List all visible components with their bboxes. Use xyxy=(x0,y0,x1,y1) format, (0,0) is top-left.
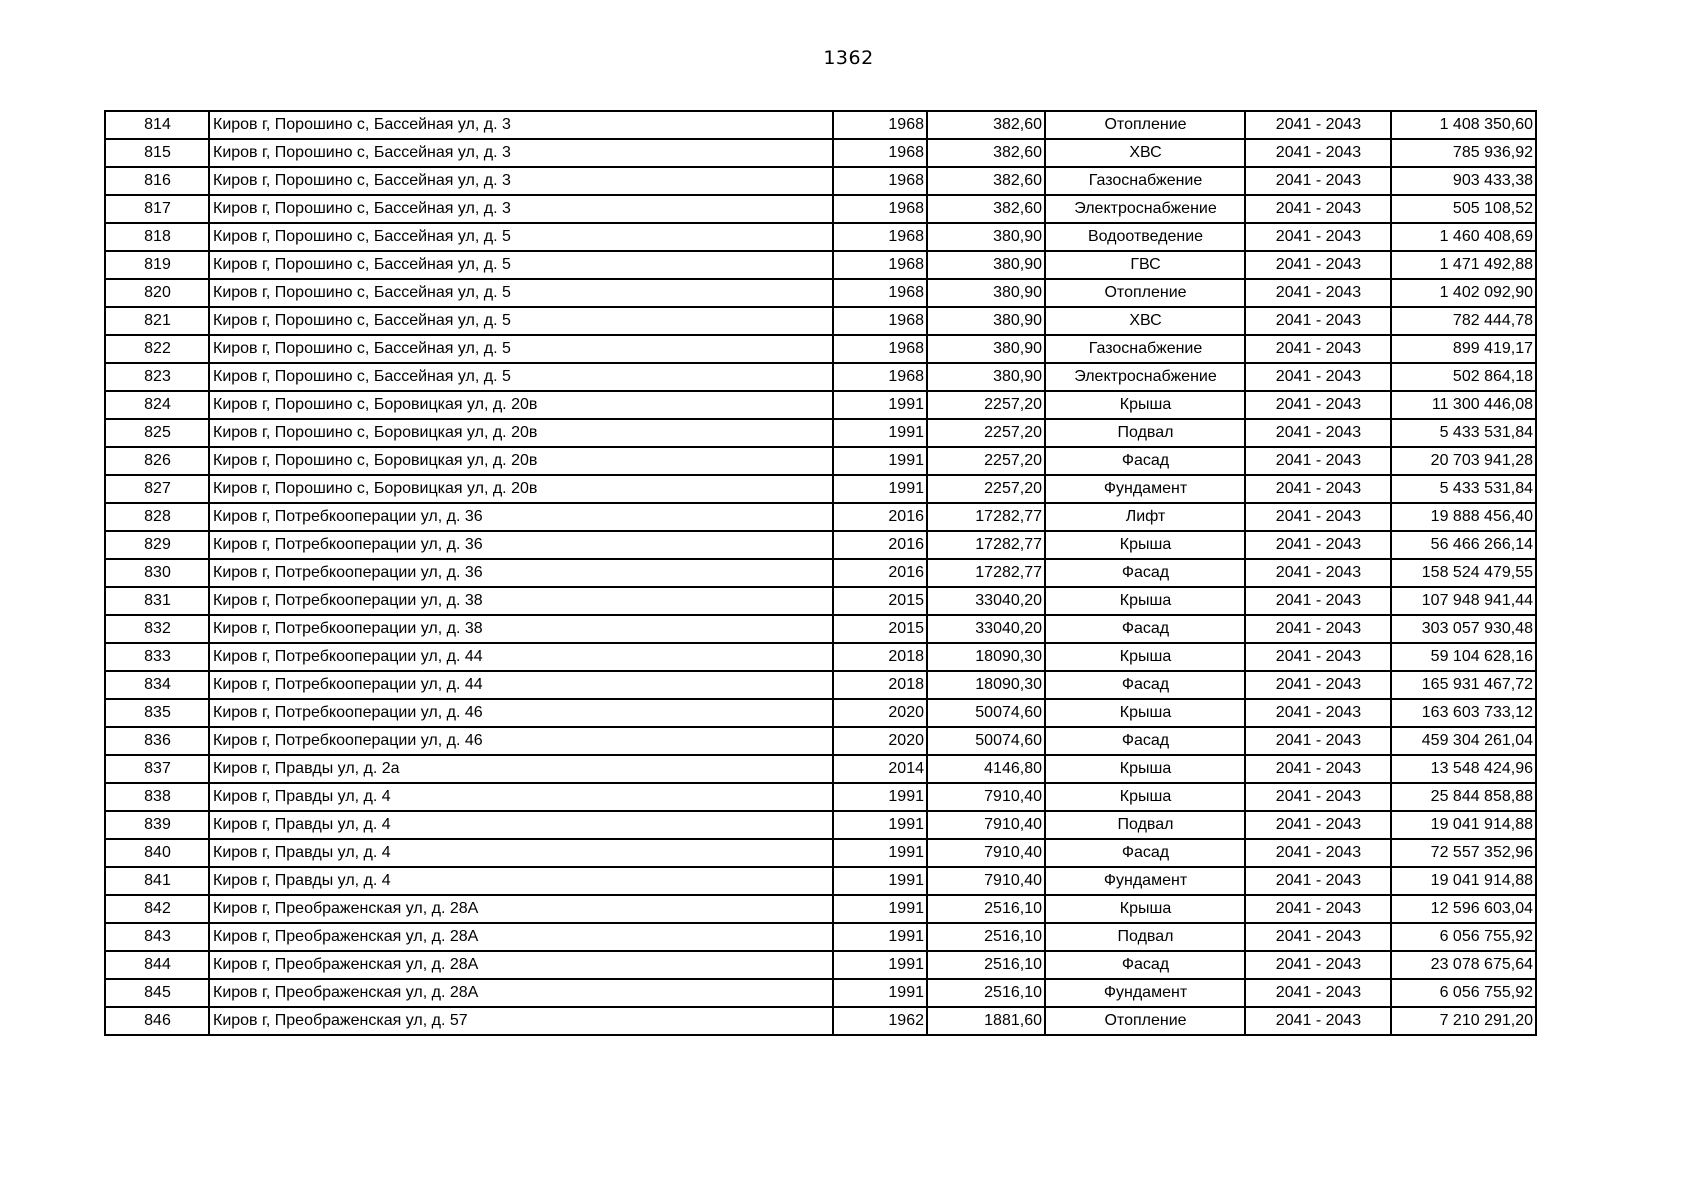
address-cell: Киров г, Порошино с, Бассейная ул, д. 3 xyxy=(209,195,833,223)
period-cell: 2041 - 2043 xyxy=(1245,559,1391,587)
period-cell: 2041 - 2043 xyxy=(1245,195,1391,223)
area-cell: 1881,60 xyxy=(927,1007,1045,1035)
area-cell: 2257,20 xyxy=(927,447,1045,475)
address-cell: Киров г, Преображенская ул, д. 28А xyxy=(209,923,833,951)
work-type-cell: Крыша xyxy=(1045,391,1245,419)
address-cell: Киров г, Порошино с, Боровицкая ул, д. 20в xyxy=(209,419,833,447)
area-cell: 2516,10 xyxy=(927,923,1045,951)
work-type-cell: Фундамент xyxy=(1045,979,1245,1007)
table-row xyxy=(105,811,1536,839)
period-cell: 2041 - 2043 xyxy=(1245,279,1391,307)
period-cell: 2041 - 2043 xyxy=(1245,811,1391,839)
period-cell: 2041 - 2043 xyxy=(1245,111,1391,139)
area-cell: 4146,80 xyxy=(927,755,1045,783)
build-year-cell: 1991 xyxy=(833,951,927,979)
cost-cell: 502 864,18 xyxy=(1391,363,1536,391)
work-type-cell: Фундамент xyxy=(1045,867,1245,895)
area-cell: 7910,40 xyxy=(927,811,1045,839)
cost-cell: 903 433,38 xyxy=(1391,167,1536,195)
period-cell: 2041 - 2043 xyxy=(1245,531,1391,559)
build-year-cell: 1991 xyxy=(833,391,927,419)
address-cell: Киров г, Порошино с, Бассейная ул, д. 5 xyxy=(209,307,833,335)
cost-cell: 1 408 350,60 xyxy=(1391,111,1536,139)
cost-cell: 459 304 261,04 xyxy=(1391,727,1536,755)
address-cell: Киров г, Правды ул, д. 4 xyxy=(209,811,833,839)
cost-cell: 6 056 755,92 xyxy=(1391,979,1536,1007)
table-row xyxy=(105,363,1536,391)
build-year-cell: 2016 xyxy=(833,559,927,587)
cost-cell: 163 603 733,12 xyxy=(1391,699,1536,727)
area-cell: 382,60 xyxy=(927,195,1045,223)
row-number-cell: 844 xyxy=(105,951,209,979)
area-cell: 33040,20 xyxy=(927,587,1045,615)
build-year-cell: 2014 xyxy=(833,755,927,783)
repair-schedule-table xyxy=(104,110,1537,1036)
period-cell: 2041 - 2043 xyxy=(1245,699,1391,727)
area-cell: 7910,40 xyxy=(927,783,1045,811)
cost-cell: 56 466 266,14 xyxy=(1391,531,1536,559)
period-cell: 2041 - 2043 xyxy=(1245,419,1391,447)
build-year-cell: 1991 xyxy=(833,839,927,867)
table-row xyxy=(105,251,1536,279)
cost-cell: 20 703 941,28 xyxy=(1391,447,1536,475)
row-number-cell: 832 xyxy=(105,615,209,643)
cost-cell: 165 931 467,72 xyxy=(1391,671,1536,699)
work-type-cell: Крыша xyxy=(1045,699,1245,727)
table-row xyxy=(105,139,1536,167)
table-row xyxy=(105,195,1536,223)
period-cell: 2041 - 2043 xyxy=(1245,307,1391,335)
table-row xyxy=(105,839,1536,867)
address-cell: Киров г, Порошино с, Бассейная ул, д. 3 xyxy=(209,167,833,195)
address-cell: Киров г, Порошино с, Бассейная ул, д. 5 xyxy=(209,251,833,279)
work-type-cell: Газоснабжение xyxy=(1045,335,1245,363)
table-row xyxy=(105,1007,1536,1035)
table-row xyxy=(105,335,1536,363)
period-cell: 2041 - 2043 xyxy=(1245,391,1391,419)
period-cell: 2041 - 2043 xyxy=(1245,335,1391,363)
cost-cell: 19 041 914,88 xyxy=(1391,811,1536,839)
address-cell: Киров г, Порошино с, Бассейная ул, д. 3 xyxy=(209,111,833,139)
build-year-cell: 1968 xyxy=(833,363,927,391)
address-cell: Киров г, Потребкооперации ул, д. 36 xyxy=(209,503,833,531)
row-number-cell: 835 xyxy=(105,699,209,727)
address-cell: Киров г, Порошино с, Боровицкая ул, д. 20в xyxy=(209,447,833,475)
row-number-cell: 827 xyxy=(105,475,209,503)
work-type-cell: ХВС xyxy=(1045,307,1245,335)
area-cell: 380,90 xyxy=(927,251,1045,279)
cost-cell: 1 471 492,88 xyxy=(1391,251,1536,279)
row-number-cell: 815 xyxy=(105,139,209,167)
row-number-cell: 826 xyxy=(105,447,209,475)
work-type-cell: Фасад xyxy=(1045,951,1245,979)
row-number-cell: 823 xyxy=(105,363,209,391)
build-year-cell: 1991 xyxy=(833,923,927,951)
address-cell: Киров г, Потребкооперации ул, д. 38 xyxy=(209,587,833,615)
cost-cell: 505 108,52 xyxy=(1391,195,1536,223)
row-number-cell: 818 xyxy=(105,223,209,251)
table-row xyxy=(105,307,1536,335)
period-cell: 2041 - 2043 xyxy=(1245,783,1391,811)
area-cell: 17282,77 xyxy=(927,503,1045,531)
build-year-cell: 1991 xyxy=(833,475,927,503)
work-type-cell: Фасад xyxy=(1045,839,1245,867)
build-year-cell: 1968 xyxy=(833,307,927,335)
build-year-cell: 2015 xyxy=(833,587,927,615)
work-type-cell: Электроснабжение xyxy=(1045,363,1245,391)
table-row xyxy=(105,727,1536,755)
build-year-cell: 1991 xyxy=(833,783,927,811)
row-number-cell: 822 xyxy=(105,335,209,363)
address-cell: Киров г, Потребкооперации ул, д. 44 xyxy=(209,643,833,671)
table-row xyxy=(105,867,1536,895)
table-row xyxy=(105,531,1536,559)
area-cell: 2257,20 xyxy=(927,391,1045,419)
build-year-cell: 1962 xyxy=(833,1007,927,1035)
build-year-cell: 2016 xyxy=(833,503,927,531)
work-type-cell: Крыша xyxy=(1045,895,1245,923)
cost-cell: 7 210 291,20 xyxy=(1391,1007,1536,1035)
work-type-cell: Отопление xyxy=(1045,1007,1245,1035)
period-cell: 2041 - 2043 xyxy=(1245,671,1391,699)
area-cell: 2516,10 xyxy=(927,951,1045,979)
cost-cell: 59 104 628,16 xyxy=(1391,643,1536,671)
build-year-cell: 1991 xyxy=(833,895,927,923)
address-cell: Киров г, Правды ул, д. 4 xyxy=(209,783,833,811)
period-cell: 2041 - 2043 xyxy=(1245,951,1391,979)
build-year-cell: 1991 xyxy=(833,419,927,447)
work-type-cell: ХВС xyxy=(1045,139,1245,167)
area-cell: 18090,30 xyxy=(927,643,1045,671)
area-cell: 2516,10 xyxy=(927,895,1045,923)
work-type-cell: Лифт xyxy=(1045,503,1245,531)
table-row xyxy=(105,475,1536,503)
table-row xyxy=(105,419,1536,447)
cost-cell: 899 419,17 xyxy=(1391,335,1536,363)
area-cell: 17282,77 xyxy=(927,559,1045,587)
cost-cell: 1 402 092,90 xyxy=(1391,279,1536,307)
table-body xyxy=(105,111,1536,1035)
cost-cell: 785 936,92 xyxy=(1391,139,1536,167)
row-number-cell: 834 xyxy=(105,671,209,699)
row-number-cell: 817 xyxy=(105,195,209,223)
table-row xyxy=(105,615,1536,643)
table-row xyxy=(105,503,1536,531)
period-cell: 2041 - 2043 xyxy=(1245,755,1391,783)
cost-cell: 25 844 858,88 xyxy=(1391,783,1536,811)
period-cell: 2041 - 2043 xyxy=(1245,1007,1391,1035)
period-cell: 2041 - 2043 xyxy=(1245,167,1391,195)
work-type-cell: Фасад xyxy=(1045,727,1245,755)
build-year-cell: 2020 xyxy=(833,727,927,755)
cost-cell: 19 888 456,40 xyxy=(1391,503,1536,531)
area-cell: 7910,40 xyxy=(927,867,1045,895)
work-type-cell: Фасад xyxy=(1045,615,1245,643)
row-number-cell: 828 xyxy=(105,503,209,531)
address-cell: Киров г, Преображенская ул, д. 28А xyxy=(209,951,833,979)
work-type-cell: Крыша xyxy=(1045,783,1245,811)
cost-cell: 303 057 930,48 xyxy=(1391,615,1536,643)
build-year-cell: 1968 xyxy=(833,223,927,251)
cost-cell: 23 078 675,64 xyxy=(1391,951,1536,979)
address-cell: Киров г, Преображенская ул, д. 28А xyxy=(209,895,833,923)
table-row xyxy=(105,671,1536,699)
area-cell: 33040,20 xyxy=(927,615,1045,643)
cost-cell: 11 300 446,08 xyxy=(1391,391,1536,419)
build-year-cell: 1968 xyxy=(833,139,927,167)
row-number-cell: 842 xyxy=(105,895,209,923)
row-number-cell: 824 xyxy=(105,391,209,419)
period-cell: 2041 - 2043 xyxy=(1245,979,1391,1007)
work-type-cell: Крыша xyxy=(1045,643,1245,671)
address-cell: Киров г, Потребкооперации ул, д. 44 xyxy=(209,671,833,699)
work-type-cell: Подвал xyxy=(1045,419,1245,447)
area-cell: 2257,20 xyxy=(927,419,1045,447)
row-number-cell: 820 xyxy=(105,279,209,307)
work-type-cell: Фасад xyxy=(1045,447,1245,475)
table-row xyxy=(105,447,1536,475)
build-year-cell: 1968 xyxy=(833,335,927,363)
area-cell: 380,90 xyxy=(927,223,1045,251)
row-number-cell: 838 xyxy=(105,783,209,811)
address-cell: Киров г, Правды ул, д. 4 xyxy=(209,867,833,895)
build-year-cell: 1968 xyxy=(833,167,927,195)
cost-cell: 158 524 479,55 xyxy=(1391,559,1536,587)
build-year-cell: 2015 xyxy=(833,615,927,643)
area-cell: 380,90 xyxy=(927,279,1045,307)
work-type-cell: ГВС xyxy=(1045,251,1245,279)
work-type-cell: Подвал xyxy=(1045,923,1245,951)
row-number-cell: 833 xyxy=(105,643,209,671)
table-row xyxy=(105,559,1536,587)
address-cell: Киров г, Преображенская ул, д. 28А xyxy=(209,979,833,1007)
period-cell: 2041 - 2043 xyxy=(1245,363,1391,391)
area-cell: 382,60 xyxy=(927,111,1045,139)
period-cell: 2041 - 2043 xyxy=(1245,251,1391,279)
row-number-cell: 829 xyxy=(105,531,209,559)
build-year-cell: 1968 xyxy=(833,251,927,279)
period-cell: 2041 - 2043 xyxy=(1245,503,1391,531)
period-cell: 2041 - 2043 xyxy=(1245,615,1391,643)
table-row xyxy=(105,951,1536,979)
address-cell: Киров г, Порошино с, Бассейная ул, д. 5 xyxy=(209,223,833,251)
area-cell: 382,60 xyxy=(927,167,1045,195)
table-row xyxy=(105,391,1536,419)
cost-cell: 1 460 408,69 xyxy=(1391,223,1536,251)
row-number-cell: 819 xyxy=(105,251,209,279)
table-row xyxy=(105,167,1536,195)
row-number-cell: 814 xyxy=(105,111,209,139)
row-number-cell: 816 xyxy=(105,167,209,195)
table-row xyxy=(105,111,1536,139)
work-type-cell: Подвал xyxy=(1045,811,1245,839)
work-type-cell: Фундамент xyxy=(1045,475,1245,503)
build-year-cell: 1968 xyxy=(833,279,927,307)
cost-cell: 72 557 352,96 xyxy=(1391,839,1536,867)
build-year-cell: 1991 xyxy=(833,811,927,839)
address-cell: Киров г, Порошино с, Бассейная ул, д. 5 xyxy=(209,363,833,391)
period-cell: 2041 - 2043 xyxy=(1245,923,1391,951)
address-cell: Киров г, Потребкооперации ул, д. 38 xyxy=(209,615,833,643)
table-row xyxy=(105,643,1536,671)
row-number-cell: 825 xyxy=(105,419,209,447)
build-year-cell: 1968 xyxy=(833,111,927,139)
table-row xyxy=(105,755,1536,783)
cost-cell: 19 041 914,88 xyxy=(1391,867,1536,895)
address-cell: Киров г, Преображенская ул, д. 57 xyxy=(209,1007,833,1035)
row-number-cell: 843 xyxy=(105,923,209,951)
address-cell: Киров г, Потребкооперации ул, д. 46 xyxy=(209,727,833,755)
work-type-cell: Электроснабжение xyxy=(1045,195,1245,223)
page-number: 1362 xyxy=(823,47,874,69)
work-type-cell: Отопление xyxy=(1045,279,1245,307)
cost-cell: 13 548 424,96 xyxy=(1391,755,1536,783)
cost-cell: 5 433 531,84 xyxy=(1391,475,1536,503)
address-cell: Киров г, Порошино с, Боровицкая ул, д. 20в xyxy=(209,391,833,419)
build-year-cell: 1991 xyxy=(833,867,927,895)
address-cell: Киров г, Потребкооперации ул, д. 46 xyxy=(209,699,833,727)
table-row xyxy=(105,979,1536,1007)
build-year-cell: 2016 xyxy=(833,531,927,559)
period-cell: 2041 - 2043 xyxy=(1245,867,1391,895)
area-cell: 382,60 xyxy=(927,139,1045,167)
row-number-cell: 846 xyxy=(105,1007,209,1035)
build-year-cell: 1991 xyxy=(833,979,927,1007)
work-type-cell: Крыша xyxy=(1045,587,1245,615)
period-cell: 2041 - 2043 xyxy=(1245,727,1391,755)
work-type-cell: Фасад xyxy=(1045,559,1245,587)
work-type-cell: Газоснабжение xyxy=(1045,167,1245,195)
row-number-cell: 840 xyxy=(105,839,209,867)
row-number-cell: 836 xyxy=(105,727,209,755)
cost-cell: 107 948 941,44 xyxy=(1391,587,1536,615)
work-type-cell: Крыша xyxy=(1045,531,1245,559)
area-cell: 18090,30 xyxy=(927,671,1045,699)
row-number-cell: 830 xyxy=(105,559,209,587)
work-type-cell: Крыша xyxy=(1045,755,1245,783)
row-number-cell: 837 xyxy=(105,755,209,783)
address-cell: Киров г, Правды ул, д. 4 xyxy=(209,839,833,867)
area-cell: 7910,40 xyxy=(927,839,1045,867)
period-cell: 2041 - 2043 xyxy=(1245,223,1391,251)
area-cell: 50074,60 xyxy=(927,727,1045,755)
period-cell: 2041 - 2043 xyxy=(1245,643,1391,671)
area-cell: 50074,60 xyxy=(927,699,1045,727)
period-cell: 2041 - 2043 xyxy=(1245,475,1391,503)
area-cell: 17282,77 xyxy=(927,531,1045,559)
build-year-cell: 2018 xyxy=(833,671,927,699)
cost-cell: 6 056 755,92 xyxy=(1391,923,1536,951)
period-cell: 2041 - 2043 xyxy=(1245,139,1391,167)
row-number-cell: 821 xyxy=(105,307,209,335)
table-row xyxy=(105,699,1536,727)
area-cell: 2516,10 xyxy=(927,979,1045,1007)
build-year-cell: 2020 xyxy=(833,699,927,727)
address-cell: Киров г, Порошино с, Боровицкая ул, д. 20в xyxy=(209,475,833,503)
area-cell: 2257,20 xyxy=(927,475,1045,503)
row-number-cell: 831 xyxy=(105,587,209,615)
cost-cell: 5 433 531,84 xyxy=(1391,419,1536,447)
address-cell: Киров г, Потребкооперации ул, д. 36 xyxy=(209,559,833,587)
address-cell: Киров г, Порошино с, Бассейная ул, д. 5 xyxy=(209,279,833,307)
table-row xyxy=(105,923,1536,951)
address-cell: Киров г, Порошино с, Бассейная ул, д. 3 xyxy=(209,139,833,167)
table-row xyxy=(105,223,1536,251)
table-row xyxy=(105,783,1536,811)
row-number-cell: 839 xyxy=(105,811,209,839)
row-number-cell: 841 xyxy=(105,867,209,895)
build-year-cell: 2018 xyxy=(833,643,927,671)
row-number-cell: 845 xyxy=(105,979,209,1007)
work-type-cell: Фасад xyxy=(1045,671,1245,699)
work-type-cell: Водоотведение xyxy=(1045,223,1245,251)
period-cell: 2041 - 2043 xyxy=(1245,587,1391,615)
cost-cell: 782 444,78 xyxy=(1391,307,1536,335)
cost-cell: 12 596 603,04 xyxy=(1391,895,1536,923)
table-row xyxy=(105,587,1536,615)
address-cell: Киров г, Правды ул, д. 2а xyxy=(209,755,833,783)
build-year-cell: 1968 xyxy=(833,195,927,223)
address-cell: Киров г, Порошино с, Бассейная ул, д. 5 xyxy=(209,335,833,363)
build-year-cell: 1991 xyxy=(833,447,927,475)
area-cell: 380,90 xyxy=(927,363,1045,391)
work-type-cell: Отопление xyxy=(1045,111,1245,139)
period-cell: 2041 - 2043 xyxy=(1245,895,1391,923)
area-cell: 380,90 xyxy=(927,335,1045,363)
area-cell: 380,90 xyxy=(927,307,1045,335)
period-cell: 2041 - 2043 xyxy=(1245,839,1391,867)
table-row xyxy=(105,279,1536,307)
address-cell: Киров г, Потребкооперации ул, д. 36 xyxy=(209,531,833,559)
period-cell: 2041 - 2043 xyxy=(1245,447,1391,475)
table-row xyxy=(105,895,1536,923)
